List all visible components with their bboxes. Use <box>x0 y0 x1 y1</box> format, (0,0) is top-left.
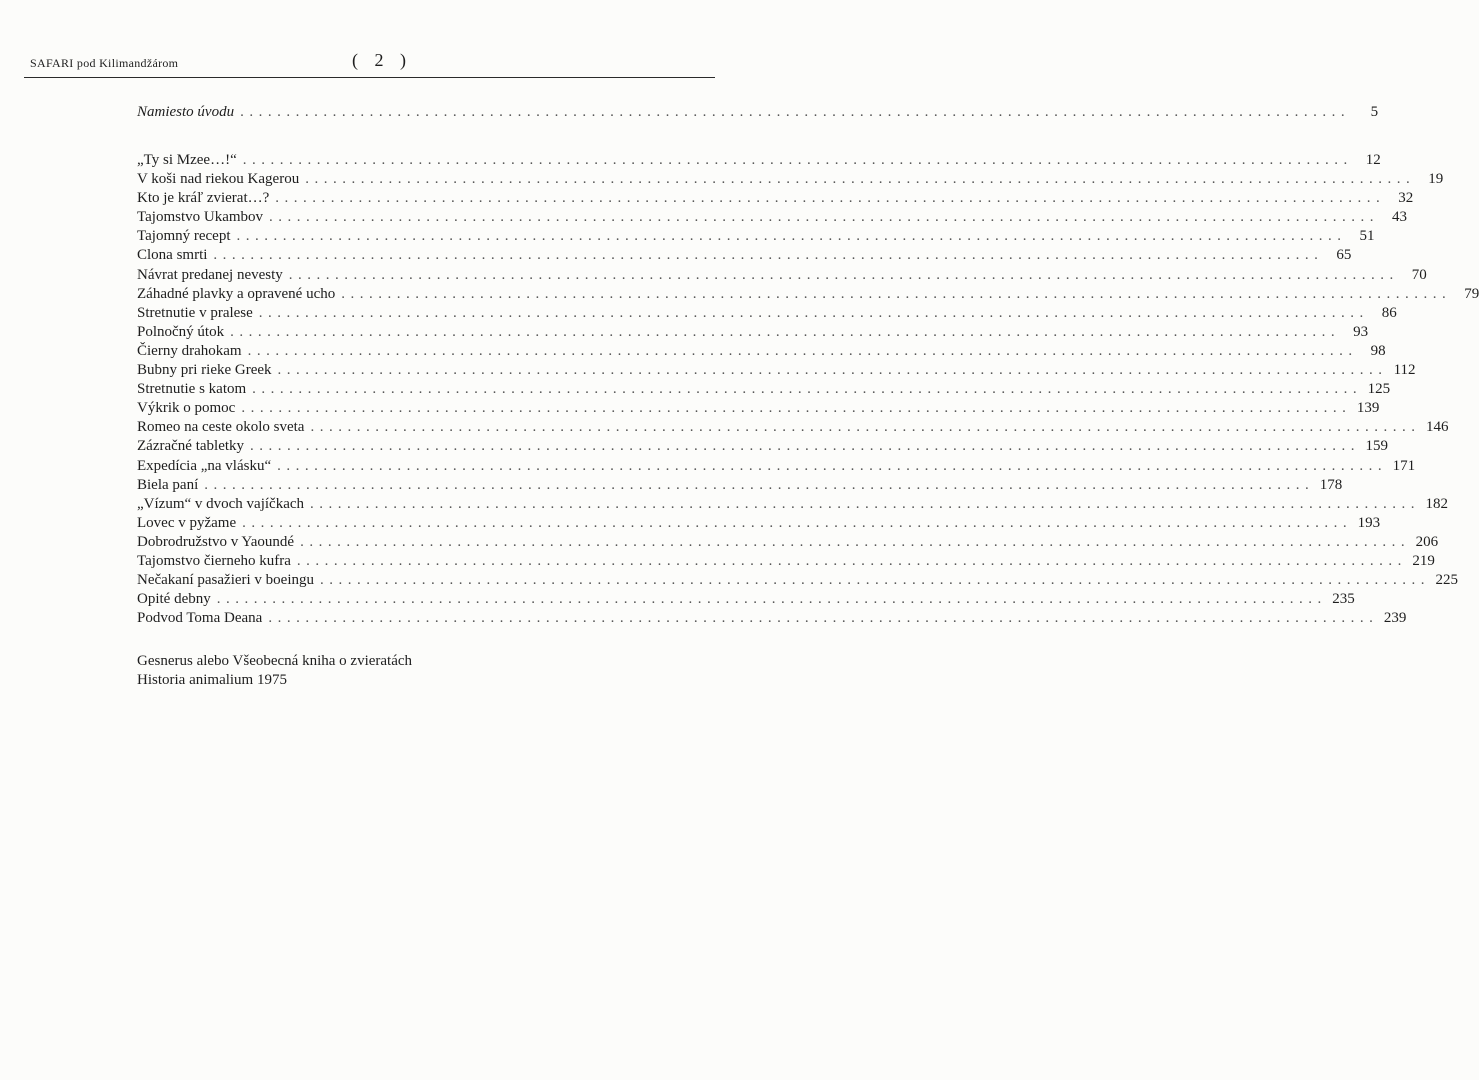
toc-page: 219 <box>1412 552 1435 569</box>
leader-dots: ........................................................................................................................ <box>277 362 1388 379</box>
notes-block <box>137 652 412 690</box>
leader-dots: ........................................................................................................................ <box>268 610 1379 627</box>
toc-page: 112 <box>1393 362 1416 379</box>
toc-row <box>137 495 1449 514</box>
leader-dots: ........................................................................................................................ <box>310 419 1421 436</box>
toc-page: 206 <box>1415 533 1439 550</box>
running-title: SAFARI pod Kilimandžárom <box>30 56 179 70</box>
header-rule <box>24 77 715 78</box>
toc-page: 93 <box>1353 323 1369 340</box>
leader-dots: ........................................................................................................................ <box>310 495 1421 512</box>
leader-dots: ........................................................................................................................ <box>216 591 1327 608</box>
toc-row <box>137 609 1407 628</box>
toc-title: Tajomstvo Ukambov <box>137 209 264 226</box>
leader-dots: ........................................................................................................................ <box>242 514 1353 531</box>
toc-title: Clona smrti <box>137 247 208 264</box>
leader-dots: ........................................................................................................................ <box>258 304 1369 321</box>
leader-dots: ........................................................................................................................ <box>213 247 1324 264</box>
toc-page: 43 <box>1392 209 1408 226</box>
toc-title: Tajomstvo čierneho kufra <box>137 552 291 569</box>
toc-title: Opité debny <box>137 591 211 608</box>
toc-row <box>137 571 1459 590</box>
toc-title: Biela paní <box>137 476 199 493</box>
toc-title: Bubny pri rieke Greek <box>137 362 272 379</box>
toc-row <box>137 170 1444 189</box>
toc-title: Záhadné plavky a opravené ucho <box>137 285 336 302</box>
toc-page: 171 <box>1392 457 1416 474</box>
toc-page: 79 <box>1464 285 1479 302</box>
toc-title: Návrat predanej nevesty <box>137 266 283 283</box>
leader-dots: ........................................................................................................................ <box>236 228 1347 245</box>
toc-row <box>137 285 1479 304</box>
toc-title: Expedícia „na vlásku“ <box>137 457 272 474</box>
toc-row <box>137 590 1355 609</box>
toc-title: Zázračné tabletky <box>137 438 245 455</box>
toc-title: Tajomný recept <box>137 228 231 245</box>
toc-title: „Vízum“ v dvoch vajíčkach <box>137 495 305 512</box>
leader-dots: ........................................................................................................................ <box>269 209 1380 226</box>
toc-row <box>137 208 1408 227</box>
toc-row <box>137 266 1427 285</box>
leader-dots: ........................................................................................................................ <box>250 438 1361 455</box>
leader-dots: ........................................................................................................................ <box>305 171 1416 188</box>
leader-dots: ........................................................................................................................ <box>320 572 1431 589</box>
toc-title: Lovec v pyžame <box>137 514 237 531</box>
toc-title: Dobrodružstvo v Yaoundé <box>137 533 295 550</box>
leader-dots: ........................................................................................................................ <box>240 104 1351 120</box>
toc-row <box>137 227 1375 246</box>
toc-row <box>137 323 1369 342</box>
toc-title: Namiesto úvodu <box>137 104 235 120</box>
toc-page: 51 <box>1359 228 1375 245</box>
leader-dots: ........................................................................................................................ <box>230 323 1341 340</box>
toc-page: 146 <box>1425 419 1449 436</box>
toc-page: 65 <box>1336 247 1352 264</box>
toc-page: 5 <box>1370 104 1379 120</box>
toc-row <box>137 457 1416 476</box>
toc-title: Nečakaní pasažieri v boeingu <box>137 572 315 589</box>
page-header <box>24 50 715 74</box>
toc-row <box>137 552 1435 571</box>
toc-page: 70 <box>1411 266 1427 283</box>
toc-page: 12 <box>1365 152 1381 168</box>
toc-row-intro <box>137 103 1379 122</box>
toc-page: 239 <box>1383 610 1407 627</box>
leader-dots: ........................................................................................................................ <box>242 152 1353 168</box>
toc-title: V koši nad riekou Kagerou <box>137 171 300 188</box>
toc-page: 98 <box>1370 342 1386 359</box>
leader-dots: ........................................................................................................................ <box>275 190 1386 207</box>
toc-page: 178 <box>1319 476 1343 493</box>
toc-row <box>137 246 1352 265</box>
toc-title: Podvod Toma Deana <box>137 610 263 627</box>
leader-dots: ........................................................................................................................ <box>296 552 1407 569</box>
toc-title: Výkrik o pomoc <box>137 400 236 417</box>
toc-row <box>137 380 1391 399</box>
leader-dots: ........................................................................................................................ <box>252 381 1363 398</box>
leader-dots: ........................................................................................................................ <box>247 342 1358 359</box>
note-line: Historia animalium 1975 <box>137 672 287 688</box>
toc-row <box>137 342 1386 361</box>
toc-row <box>137 476 1343 495</box>
toc-page: 19 <box>1428 171 1444 188</box>
toc-title: Čierny drahokam <box>137 342 242 359</box>
toc-page: 235 <box>1332 591 1355 608</box>
toc-page: 125 <box>1367 381 1391 398</box>
toc-title: Kto je kráľ zvierat…? <box>137 190 270 207</box>
toc-page: 225 <box>1435 572 1459 589</box>
toc-row <box>137 361 1416 380</box>
toc-row <box>137 151 1381 170</box>
toc-row <box>137 189 1414 208</box>
leader-dots: ........................................................................................................................ <box>300 533 1411 550</box>
leader-dots: ........................................................................................................................ <box>277 457 1388 474</box>
toc-page: 182 <box>1425 495 1449 512</box>
toc-page: 32 <box>1398 190 1414 207</box>
intro-entry <box>137 103 1379 122</box>
toc-title: Stretnutie s katom <box>137 381 247 398</box>
toc-row <box>137 304 1397 323</box>
leader-dots: ........................................................................................................................ <box>241 400 1352 417</box>
toc-page: 139 <box>1356 400 1380 417</box>
toc-page: 159 <box>1365 438 1389 455</box>
toc-row <box>137 437 1389 456</box>
toc-row <box>137 514 1381 533</box>
toc-row <box>137 533 1439 552</box>
toc-title: „Ty si Mzee…!“ <box>137 152 237 168</box>
toc-title: Polnočný útok <box>137 323 225 340</box>
table-of-contents <box>137 151 1479 628</box>
leader-dots: ........................................................................................................................ <box>341 285 1452 302</box>
note-line: Gesnerus alebo Všeobecná kniha o zvieratách <box>137 653 413 669</box>
toc-row <box>137 418 1449 437</box>
toc-title: Stretnutie v pralese <box>137 304 253 321</box>
toc-page: 193 <box>1357 514 1381 531</box>
toc-row <box>137 399 1380 418</box>
leader-dots: ........................................................................................................................ <box>204 476 1315 493</box>
toc-title: Romeo na ceste okolo sveta <box>137 419 305 436</box>
leader-dots: ........................................................................................................................ <box>288 266 1399 283</box>
page-number: ( 2 ) <box>352 50 412 70</box>
toc-page: 86 <box>1381 304 1397 321</box>
